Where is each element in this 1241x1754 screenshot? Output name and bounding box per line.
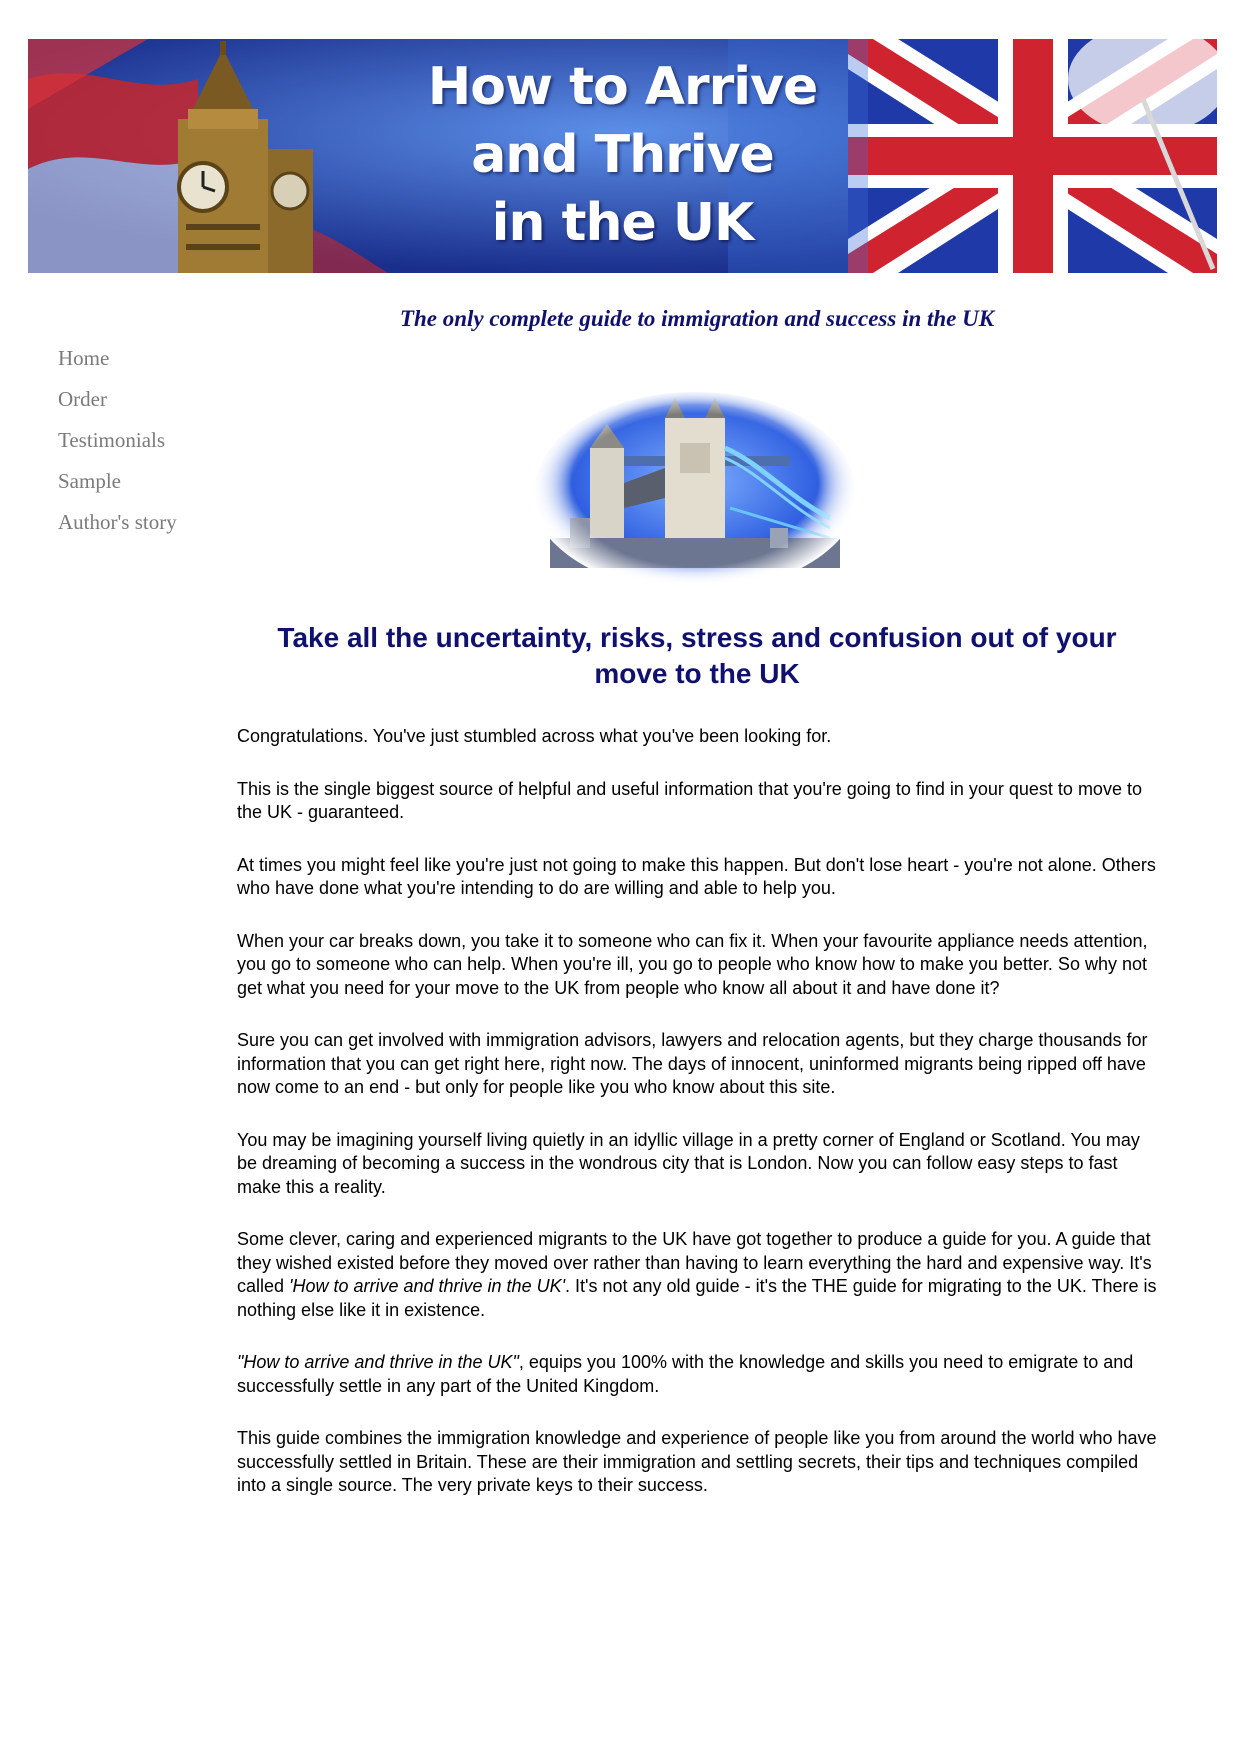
- nav-item-testimonials[interactable]: Testimonials: [58, 428, 166, 452]
- banner-title-line-2: and Thrive: [471, 125, 774, 185]
- paragraph-4: When your car breaks down, you take it to someone who can fix it. When your favourite appliance needs attention, you go to someone who can help. When you're ill, you go to people who know how to make you better. So why not get what you need for your move to the UK from people who know all about it and have done it?: [237, 930, 1148, 998]
- paragraph-7: [237, 1228, 1157, 1322]
- paragraph-8: [237, 1351, 1157, 1398]
- paragraph-5: Sure you can get involved with immigration advisors, lawyers and relocation agents, but they charge thousands for information that you can get right here, right now. The days of innocent, uninformed migrants being ripped off have now come to an end - but only for people like you who know about this site.: [237, 1030, 1148, 1097]
- nav-item-order[interactable]: Order: [58, 387, 107, 411]
- paragraph-8-after: , equips you 100% with the knowledge and skills you need to emigrate to and successfully settle in any part of the United Kingdom.: [237, 1352, 1134, 1396]
- banner-title-line-3: in the UK: [491, 193, 754, 253]
- tower-bridge-image: [530, 388, 860, 593]
- nav-item-sample[interactable]: Sample: [58, 469, 121, 493]
- tower-bridge-illustration: [530, 388, 860, 593]
- paragraph-9: This guide combines the immigration knowledge and experience of people like you from around the world who have successfully settled in Britain. These are their immigration and settling secrets, their tips and techniques compiled into a single source. The very private keys to their success.: [237, 1428, 1157, 1495]
- paragraph-3: At times you might feel like you're just not going to make this happen. But don't lose heart - you're not alone. Others who have done what you're intending to do are willing and able to help you.: [237, 854, 1156, 898]
- paragraph-7-before: Some clever, caring and experienced migrants to the UK have got together to produce a guide for you. A guide that they wished existed before they moved over rather than having to learn everything the hard and expensive way. It's called: [237, 1229, 1152, 1296]
- nav-item-authors-story[interactable]: Author's story: [58, 510, 177, 534]
- paragraph-1: Congratulations. You've just stumbled across what you've been looking for.: [237, 726, 832, 746]
- sidebar-nav: [58, 343, 177, 548]
- header-banner: [28, 39, 1217, 273]
- guide-title-quoted: "How to arrive and thrive in the UK": [237, 1352, 519, 1372]
- banner-title-line-1: How to Arrive: [427, 57, 818, 117]
- nav-item-home[interactable]: Home: [58, 346, 110, 370]
- guide-title-italic: 'How to arrive and thrive in the UK': [289, 1276, 566, 1296]
- main-headline: Take all the uncertainty, risks, stress and confusion out of your move to the UK: [277, 622, 1117, 689]
- paragraph-6: You may be imagining yourself living quietly in an idyllic village in a pretty corner of England or Scotland. You may be dreaming of becoming a success in the wondrous city that is London. Now you can follow easy steps to fast make this a reality.: [237, 1129, 1140, 1197]
- banner-title: [28, 53, 1217, 257]
- paragraph-2: This is the single biggest source of helpful and useful information that you're going to find in your quest to move to the UK - guaranteed.: [237, 778, 1142, 822]
- tagline: The only complete guide to immigration and success in the UK: [399, 306, 995, 331]
- paragraph-7-after: . It's not any old guide - it's the THE guide for migrating to the UK. There is nothing else like it in existence.: [237, 1276, 1157, 1320]
- body-copy: [237, 725, 1157, 1527]
